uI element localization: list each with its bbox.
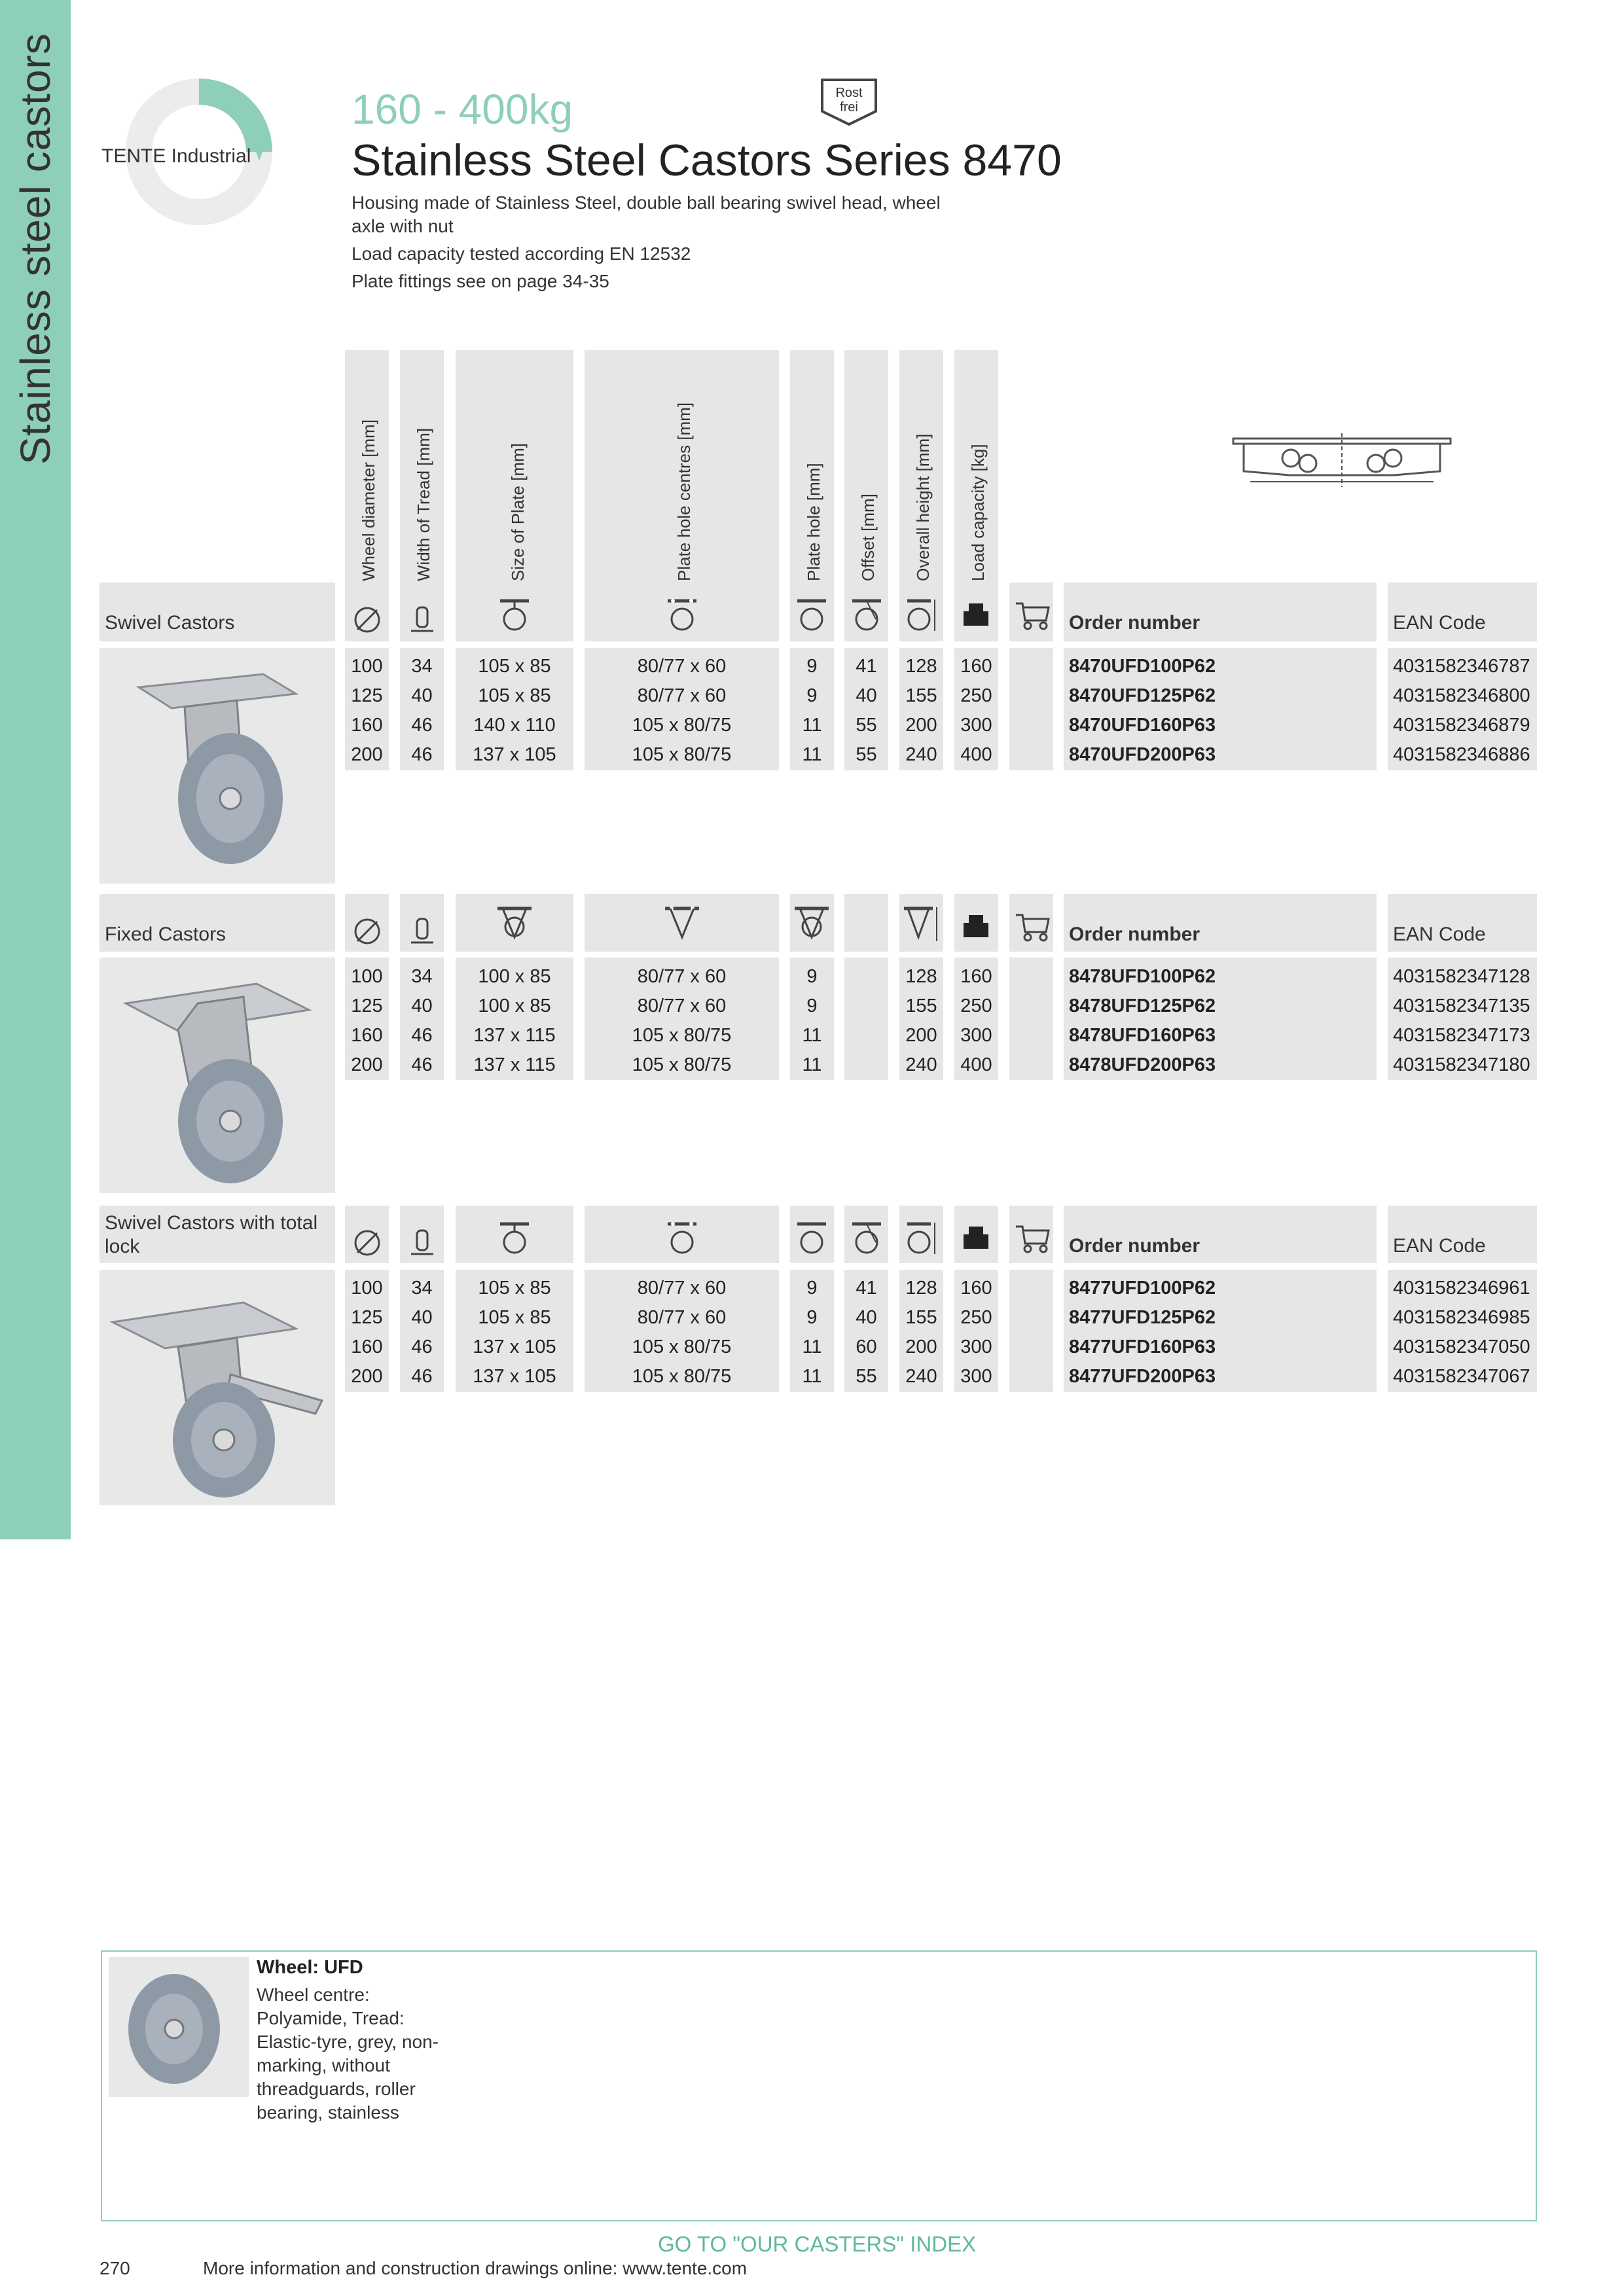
column-header-plate-size: Size of Plate [mm] (508, 443, 528, 581)
cell-offset: 60 (856, 1336, 877, 1357)
brand-name: TENTE Industrial (101, 145, 251, 167)
cell-order-number: 8477UFD125P62 (1069, 1307, 1216, 1328)
cell-plate-size: 137 x 115 (473, 1054, 556, 1075)
cell-load-capacity: 400 (960, 1054, 992, 1075)
cell-ean-code: 4031582346985 (1393, 1307, 1530, 1328)
wheel-desc-line: Wheel centre: (257, 1984, 370, 2005)
cell-ean-code: 4031582347173 (1393, 1025, 1530, 1046)
cell-wheel-diameter: 125 (351, 996, 383, 1016)
cell-plate-hole: 11 (802, 1366, 822, 1387)
tread-width-icon (406, 1225, 439, 1258)
cell-tread-width: 34 (411, 1278, 433, 1299)
cell-wheel-diameter: 100 (351, 656, 383, 677)
cell-order-number: 8478UFD200P63 (1069, 1054, 1216, 1075)
plate-size-icon (497, 1219, 532, 1258)
cell-load-capacity: 160 (960, 966, 992, 987)
cell-tread-width: 46 (411, 744, 433, 765)
wheel-diameter-icon (351, 914, 384, 946)
offset-icon (850, 596, 884, 635)
tread-width-icon (406, 602, 439, 635)
cell-ean-code: 4031582347135 (1393, 996, 1530, 1016)
fixed-castor-image (99, 958, 335, 1193)
cell-offset: 41 (856, 656, 877, 677)
section-title-total-lock: Swivel Castors with total (105, 1212, 318, 1234)
cell-ean-code: 4031582346787 (1393, 656, 1530, 677)
cell-hole-centres: 105 x 80/75 (632, 1054, 732, 1075)
column-header-plate-hole: Plate hole [mm] (804, 463, 823, 581)
cell-plate-hole: 9 (806, 1278, 818, 1299)
cell-hole-centres: 105 x 80/75 (632, 1366, 732, 1387)
sidebar-tab (0, 0, 71, 1539)
cell-tread-width: 46 (411, 1054, 433, 1075)
cell-plate-size: 137 x 105 (473, 1336, 556, 1357)
cell-wheel-diameter: 160 (351, 1336, 383, 1357)
trolley-icon (1013, 910, 1050, 942)
cell-hole-centres: 105 x 80/75 (632, 715, 732, 736)
order-number-header: Order number (1069, 1235, 1200, 1257)
cell-load-capacity: 300 (960, 715, 992, 736)
data-col-bg (844, 958, 888, 1080)
cell-hole-centres: 105 x 80/75 (632, 1025, 732, 1046)
cell-plate-size: 140 x 110 (473, 715, 556, 736)
cell-offset: 40 (856, 685, 877, 706)
cell-plate-hole: 9 (806, 966, 818, 987)
wheel-diameter-icon (351, 1225, 384, 1258)
cell-load-capacity: 300 (960, 1366, 992, 1387)
cell-plate-hole: 9 (806, 656, 818, 677)
order-number-header: Order number (1069, 612, 1200, 634)
section-title-total-lock-2: lock (105, 1236, 140, 1257)
cell-tread-width: 40 (411, 996, 433, 1016)
wheel-ufd-image (109, 1957, 249, 2097)
footer-info: More information and construction drawings online: www.tente.com (203, 2258, 748, 2278)
cell-plate-hole: 11 (802, 1336, 822, 1357)
cell-ean-code: 4031582346879 (1393, 715, 1530, 736)
cell-overall-height: 155 (905, 685, 937, 706)
load-weight-icon (960, 597, 992, 630)
cell-plate-size: 100 x 85 (478, 966, 551, 987)
cell-order-number: 8478UFD160P63 (1069, 1025, 1216, 1046)
cell-offset: 41 (856, 1278, 877, 1299)
cell-plate-size: 105 x 85 (478, 1278, 551, 1299)
cell-hole-centres: 80/77 x 60 (637, 1278, 727, 1299)
cell-overall-height: 200 (905, 715, 937, 736)
cell-wheel-diameter: 100 (351, 966, 383, 987)
cell-hole-centres: 105 x 80/75 (632, 744, 732, 765)
weight-range: 160 - 400kg (352, 86, 573, 133)
cell-overall-height: 128 (905, 1278, 937, 1299)
cell-wheel-diameter: 200 (351, 744, 383, 765)
data-col-bg (1009, 648, 1053, 770)
plate-size-icon (497, 596, 532, 635)
wheel-diameter-icon (351, 602, 384, 635)
column-header-load-capacity: Load capacity [kg] (968, 444, 988, 581)
cell-overall-height: 200 (905, 1025, 937, 1046)
cell-order-number: 8470UFD160P63 (1069, 715, 1216, 736)
cell-tread-width: 46 (411, 1336, 433, 1357)
cell-order-number: 8477UFD200P63 (1069, 1366, 1216, 1387)
fixed-hole-centres-icon (662, 903, 702, 945)
cell-tread-width: 46 (411, 1025, 433, 1046)
cell-hole-centres: 80/77 x 60 (637, 1307, 727, 1328)
cell-plate-hole: 11 (802, 715, 822, 736)
cell-load-capacity: 250 (960, 1307, 992, 1328)
cell-overall-height: 240 (905, 1366, 937, 1387)
column-header-overall-height: Overall height [mm] (913, 433, 933, 581)
cell-tread-width: 34 (411, 966, 433, 987)
cell-ean-code: 4031582347067 (1393, 1366, 1530, 1387)
cell-plate-size: 137 x 115 (473, 1025, 556, 1046)
trolley-icon (1013, 598, 1050, 631)
cell-plate-hole: 9 (806, 685, 818, 706)
cell-plate-size: 105 x 85 (478, 1307, 551, 1328)
castor-drawing-icon (1231, 432, 1453, 488)
wheel-desc-line: marking, without (257, 2055, 390, 2075)
cell-order-number: 8470UFD200P63 (1069, 744, 1216, 765)
description-line: Load capacity tested according EN 12532 (352, 243, 691, 264)
cell-plate-hole: 9 (806, 1307, 818, 1328)
casters-index-link[interactable]: GO TO "OUR CASTERS" INDEX (658, 2232, 977, 2256)
cell-offset: 55 (856, 715, 877, 736)
column-header-hole-centres: Plate hole centres [mm] (674, 402, 694, 581)
description-line: axle with nut (352, 216, 454, 236)
offset-icon (850, 1219, 884, 1258)
cell-overall-height: 128 (905, 966, 937, 987)
cell-ean-code: 4031582347050 (1393, 1336, 1530, 1357)
cell-load-capacity: 160 (960, 1278, 992, 1299)
cell-ean-code: 4031582347180 (1393, 1054, 1530, 1075)
tread-width-icon (406, 914, 439, 946)
overall-height-icon (905, 1219, 939, 1258)
cell-plate-size: 105 x 85 (478, 656, 551, 677)
cell-tread-width: 34 (411, 656, 433, 677)
ean-code-header: EAN Code (1393, 612, 1486, 634)
load-weight-icon (960, 908, 992, 941)
column-header-wheel-diameter: Wheel diameter [mm] (359, 419, 378, 581)
cell-tread-width: 46 (411, 1366, 433, 1387)
cell-hole-centres: 80/77 x 60 (637, 656, 727, 677)
plate-hole-icon (795, 596, 829, 635)
cell-overall-height: 128 (905, 656, 937, 677)
cell-order-number: 8477UFD100P62 (1069, 1278, 1216, 1299)
load-weight-icon (960, 1220, 992, 1253)
cell-offset: 55 (856, 744, 877, 765)
cell-plate-size: 137 x 105 (473, 1366, 556, 1387)
cell-wheel-diameter: 160 (351, 715, 383, 736)
cell-plate-hole: 11 (802, 1054, 822, 1075)
cell-order-number: 8478UFD100P62 (1069, 966, 1216, 987)
overall-height-icon (905, 596, 939, 635)
cell-wheel-diameter: 160 (351, 1025, 383, 1046)
wheel-desc-line: threadguards, roller (257, 2079, 416, 2099)
description-line: Housing made of Stainless Steel, double ball bearing swivel head, wheel (352, 192, 941, 213)
page-number: 270 (99, 2258, 130, 2278)
badge-text-1: Rost (835, 86, 863, 100)
cell-order-number: 8470UFD100P62 (1069, 656, 1216, 677)
fixed-overall-height-icon (901, 903, 941, 945)
cell-overall-height: 200 (905, 1336, 937, 1357)
cell-plate-hole: 11 (802, 744, 822, 765)
cell-tread-width: 40 (411, 685, 433, 706)
cell-overall-height: 240 (905, 1054, 937, 1075)
section-title-swivel: Swivel Castors (105, 612, 235, 634)
wheel-desc-line: bearing, stainless (257, 2102, 399, 2123)
cell-hole-centres: 80/77 x 60 (637, 685, 727, 706)
cell-load-capacity: 300 (960, 1025, 992, 1046)
cell-overall-height: 240 (905, 744, 937, 765)
cell-ean-code: 4031582347128 (1393, 966, 1530, 987)
cell-ean-code: 4031582346961 (1393, 1278, 1530, 1299)
data-col-bg (1009, 958, 1053, 1080)
cell-wheel-diameter: 200 (351, 1054, 383, 1075)
cell-wheel-diameter: 125 (351, 685, 383, 706)
cell-offset: 40 (856, 1307, 877, 1328)
fixed-plate-size-icon (495, 903, 534, 945)
ean-code-header: EAN Code (1393, 924, 1486, 945)
data-col-bg (1009, 1270, 1053, 1392)
column-header-offset: Offset [mm] (858, 493, 878, 581)
cell-plate-size: 100 x 85 (478, 996, 551, 1016)
cell-tread-width: 40 (411, 1307, 433, 1328)
cell-plate-hole: 11 (802, 1025, 822, 1046)
cell-load-capacity: 250 (960, 996, 992, 1016)
cell-order-number: 8478UFD125P62 (1069, 996, 1216, 1016)
icon-cell-bg (844, 894, 888, 952)
cell-overall-height: 155 (905, 996, 937, 1016)
cell-tread-width: 46 (411, 715, 433, 736)
cell-plate-size: 105 x 85 (478, 685, 551, 706)
plate-hole-icon (795, 1219, 829, 1258)
cell-hole-centres: 80/77 x 60 (637, 966, 727, 987)
cell-hole-centres: 105 x 80/75 (632, 1336, 732, 1357)
ean-code-header: EAN Code (1393, 1235, 1486, 1257)
sidebar-title: Stainless steel castors (12, 33, 59, 465)
fixed-plate-hole-icon (792, 903, 831, 945)
cell-offset: 55 (856, 1366, 877, 1387)
swivel-castor-image (99, 648, 335, 884)
total-lock-castor-image (99, 1270, 335, 1505)
cell-wheel-diameter: 125 (351, 1307, 383, 1328)
wheel-desc-line: Polyamide, Tread: (257, 2008, 405, 2028)
cell-plate-hole: 9 (806, 996, 818, 1016)
wheel-desc-line: Elastic-tyre, grey, non- (257, 2032, 439, 2052)
cell-order-number: 8477UFD160P63 (1069, 1336, 1216, 1357)
section-title-fixed: Fixed Castors (105, 924, 226, 945)
cell-ean-code: 4031582346886 (1393, 744, 1530, 765)
cell-load-capacity: 300 (960, 1336, 992, 1357)
hole-centres-icon (665, 1219, 699, 1258)
trolley-icon (1013, 1221, 1050, 1254)
cell-load-capacity: 250 (960, 685, 992, 706)
cell-hole-centres: 80/77 x 60 (637, 996, 727, 1016)
page-title: Stainless Steel Castors Series 8470 (352, 135, 1062, 185)
cell-wheel-diameter: 200 (351, 1366, 383, 1387)
wheel-title: Wheel: UFD (257, 1957, 363, 1978)
cell-load-capacity: 400 (960, 744, 992, 765)
cell-load-capacity: 160 (960, 656, 992, 677)
hole-centres-icon (665, 596, 699, 635)
rustproof-badge-icon (817, 77, 881, 127)
cell-ean-code: 4031582346800 (1393, 685, 1530, 706)
cell-wheel-diameter: 100 (351, 1278, 383, 1299)
badge-text-2: frei (840, 100, 858, 115)
cell-overall-height: 155 (905, 1307, 937, 1328)
description-line: Plate fittings see on page 34-35 (352, 271, 609, 291)
cell-order-number: 8470UFD125P62 (1069, 685, 1216, 706)
cell-plate-size: 137 x 105 (473, 744, 556, 765)
order-number-header: Order number (1069, 924, 1200, 945)
column-header-tread-width: Width of Tread [mm] (414, 427, 433, 581)
